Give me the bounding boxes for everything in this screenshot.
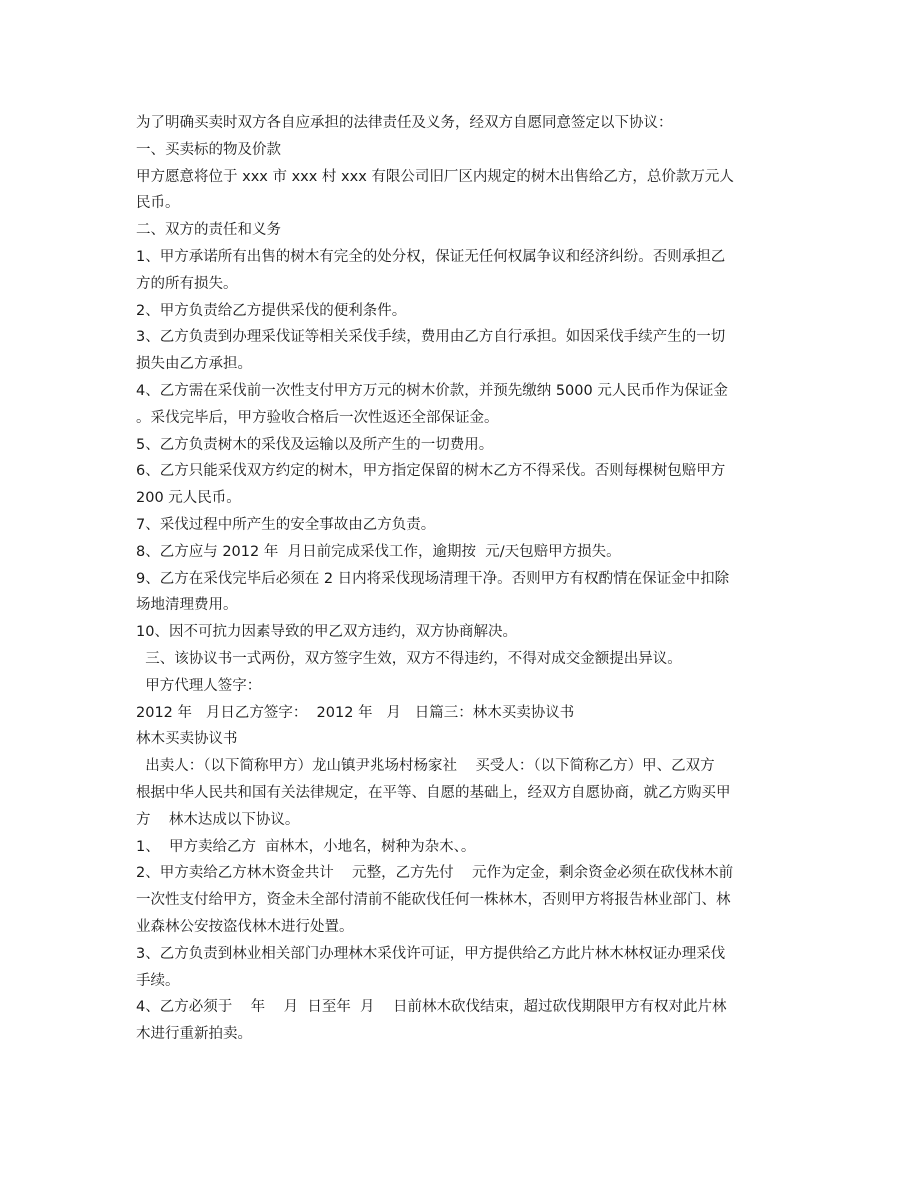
text-line: 1、 甲方卖给乙方 亩林木，小地名，树种为杂木、。 — [136, 838, 476, 855]
text-line: 甲方愿意将位于 xxx 市 xxx 村 xxx 有限公司旧厂区内规定的树木出售给乙方，总价款万元人 — [136, 168, 734, 185]
text-line: 9、乙方在采伐完毕后必须在 2 日内将采伐现场清理干净。否则甲方有权酌情在保证金中扣除 — [136, 570, 730, 587]
text-line: 方的所有损失。 — [136, 275, 238, 292]
signature-line: 甲方代理人签字： — [136, 677, 262, 694]
text-line: 2、甲方卖给乙方林木资金共计 元整，乙方先付 元作为定金，剩余资金必须在砍伐林木前 — [136, 865, 734, 882]
text-line: 一次性支付给甲方，资金未全部付清前不能砍伐任何一株林木，否则甲方将报告林业部门、林 — [136, 892, 731, 909]
text-line: 民币。 — [136, 195, 180, 212]
text-line: 3、乙方负责到林业相关部门办理林木采伐许可证，甲方提供给乙方此片林木林权证办理采伐 — [136, 945, 726, 962]
text-line: 6、乙方只能采伐双方约定的树木，甲方指定保留的树木乙方不得采伐。否则每棵树包赔甲方 — [136, 463, 726, 480]
text-line: 木进行重新拍卖。 — [136, 1026, 252, 1043]
text-line: 3、乙方负责到办理采伐证等相关采伐手续，费用由乙方自行承担。如因采伐手续产生的一切 — [136, 329, 726, 346]
document-title: 林木买卖协议书 — [136, 731, 238, 748]
text-line: 1、甲方承诺所有出售的树木有完全的处分权，保证无任何权属争议和经济纠纷。否则承担乙 — [136, 248, 726, 265]
text-line: 10、因不可抗力因素导致的甲乙双方违约，双方协商解决。 — [136, 624, 517, 641]
section-heading: 二、双方的责任和义务 — [136, 222, 281, 239]
text-line: 方 林木达成以下协议。 — [136, 811, 300, 828]
text-line: 8、乙方应与 2012 年 月日前完成采伐工作，逾期按 元/天包赔甲方损失。 — [136, 543, 621, 560]
text-line: 根据中华人民共和国有关法律规定，在平等、自愿的基础上，经双方自愿协商，就乙方购买甲 — [136, 784, 731, 801]
text-line: 4、乙方必须于 年 月 日至年 月 日前林木砍伐结束，超过砍伐期限甲方有权对此片林 — [136, 999, 727, 1016]
section-heading: 一、买卖标的物及价款 — [136, 141, 281, 158]
text-line: 。采伐完毕后，甲方验收合格后一次性返还全部保证金。 — [136, 409, 499, 426]
text-line: 200 元人民币。 — [136, 490, 241, 507]
text-line: 场地清理费用。 — [136, 597, 238, 614]
text-line: 损失由乙方承担。 — [136, 356, 252, 373]
text-line: 出卖人：（以下简称甲方）龙山镇尹兆场村杨家社 买受人：（以下简称乙方）甲、乙双方 — [136, 758, 715, 775]
signature-line: 2012 年 月日乙方签字： 2012 年 月 日篇三：林木买卖协议书 — [136, 704, 575, 721]
text-line: 手续。 — [136, 972, 180, 989]
text-line: 业森林公安按盗伐林木进行处置。 — [136, 918, 354, 935]
text-line: 7、采伐过程中所产生的安全事故由乙方负责。 — [136, 516, 436, 533]
document-body — [136, 110, 788, 1048]
text-line: 4、乙方需在采伐前一次性支付甲方万元的树木价款，并预先缴纳 5000 元人民币作为保证金 — [136, 382, 728, 399]
text-line: 2、甲方负责给乙方提供采伐的便利条件。 — [136, 302, 407, 319]
text-line: 5、乙方负责树木的采伐及运输以及所产生的一切费用。 — [136, 436, 494, 453]
section-heading: 三、该协议书一式两份，双方签字生效，双方不得违约，不得对成交金额提出异议。 — [136, 650, 682, 667]
text-line: 为了明确买卖时双方各自应承担的法律责任及义务，经双方自愿同意签定以下协议： — [136, 115, 673, 131]
